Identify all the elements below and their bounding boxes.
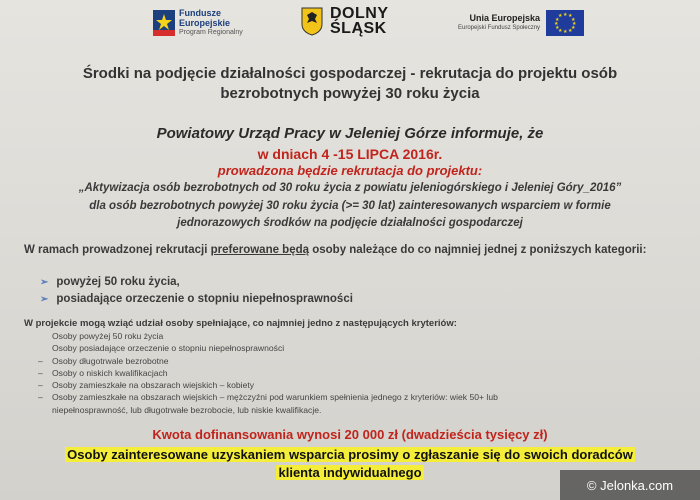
fe-line3: Program Regionalny: [179, 29, 243, 36]
pref-before: W ramach prowadzonej rekrutacji: [24, 244, 211, 256]
ds-line1: DOLNY: [330, 5, 389, 22]
list-item: – Osoby zamieszkałe na obszarach wiejskich – kobiety: [38, 380, 255, 391]
title-line1: Środki na podjęcie działalności gospodarczej - rekrutacja do projektu osób: [82, 65, 618, 82]
amount-value: wynosi 20 000 zł (dwadzieścia tysięcy zł): [296, 427, 548, 442]
ue-line1: Unia Europejska: [469, 13, 541, 23]
arrow-bullet-icon: ➢: [40, 277, 49, 288]
preference-paragraph: [24, 242, 674, 258]
ds-line2: ŚLĄSK: [330, 20, 387, 37]
title-line2: bezrobotnych powyżej 30 roku życia: [220, 85, 480, 102]
funding-amount: [20, 427, 680, 442]
list-item: niepełnosprawność, lub długotrwałe bezrobocie, lub niskie kwalifikacje.: [52, 404, 322, 415]
project-name: „Aktywizacja osób bezrobotnych od 30 roku życia z powiatu jeleniogórskiego i Jeleniej Góry_2016”: [78, 182, 622, 194]
eu-flag-icon: ★ ★ ★ ★ ★ ★ ★ ★ ★ ★ ★ ★: [546, 10, 584, 36]
eagle-crest-icon: [300, 6, 324, 36]
project-line3: jednorazowych środków na podjęcie działalności gospodarczej: [177, 217, 523, 229]
list-item: Osoby posiadające orzeczenie o stopniu niepełnosprawności: [52, 343, 285, 354]
list-item: – Osoby o niskich kwalifikacjach: [38, 367, 168, 378]
logo-bar: [0, 6, 700, 50]
fe-line2: Europejskie: [179, 18, 231, 28]
criteria-heading: W projekcie mogą wziąć udział osoby spełniające, co najmniej jedno z następujących kryteriów:: [24, 318, 457, 329]
fe-star-icon: [153, 10, 175, 36]
project-description: [40, 180, 660, 233]
amount-label: Kwota dofinansowania: [152, 427, 297, 442]
list-item: ➢ posiadające orzeczenie o stopniu niepełnosprawności: [40, 293, 353, 305]
preference-list: [40, 274, 640, 308]
page-title: [20, 64, 680, 104]
recruitment-dates: w dniach 4 -15 LIPCA 2016r.: [257, 146, 443, 162]
list-item: Osoby powyżej 50 roku życia: [52, 331, 164, 341]
dolny-slask-logo: [300, 6, 389, 36]
fe-line1: Fundusze: [179, 8, 221, 18]
pref-after: osoby należące do co najmniej jednej z poniższych kategorii:: [309, 244, 647, 256]
highlight-line2: klienta indywidualnego: [278, 465, 422, 480]
list-item: – Osoby długotrwale bezrobotne: [38, 355, 169, 366]
fundusze-europejskie-logo: [153, 8, 243, 38]
pref-underlined: preferowane będą: [210, 244, 310, 256]
highlight-line1: Osoby zainteresowane uzyskaniem wsparcia prosimy o zgłaszanie się do swoich doradców: [67, 447, 633, 462]
list-item: – Osoby zamieszkałe na obszarach wiejskich – mężczyźni pod warunkiem spełnienia jednego z kryteriów: wiek 50+ lub: [38, 392, 498, 403]
arrow-bullet-icon: ➢: [40, 294, 49, 305]
criteria-list: [38, 330, 638, 416]
project-line2: dla osób bezrobotnych powyżej 30 roku życia (>= 30 lat) zainteresowanych wsparciem w formie: [89, 199, 611, 212]
ue-line2: Europejski Fundusz Społeczny: [458, 25, 541, 31]
recruitment-notice: prowadzona będzie rekrutacja do projektu:: [217, 163, 483, 178]
list-item: ➢ powyżej 50 roku życia,: [40, 276, 180, 288]
announcement: Powiatowy Urząd Pracy w Jeleniej Górze informuje, że: [156, 125, 544, 142]
watermark: © Jelonka.com: [560, 470, 700, 500]
unia-europejska-logo: [458, 10, 584, 36]
